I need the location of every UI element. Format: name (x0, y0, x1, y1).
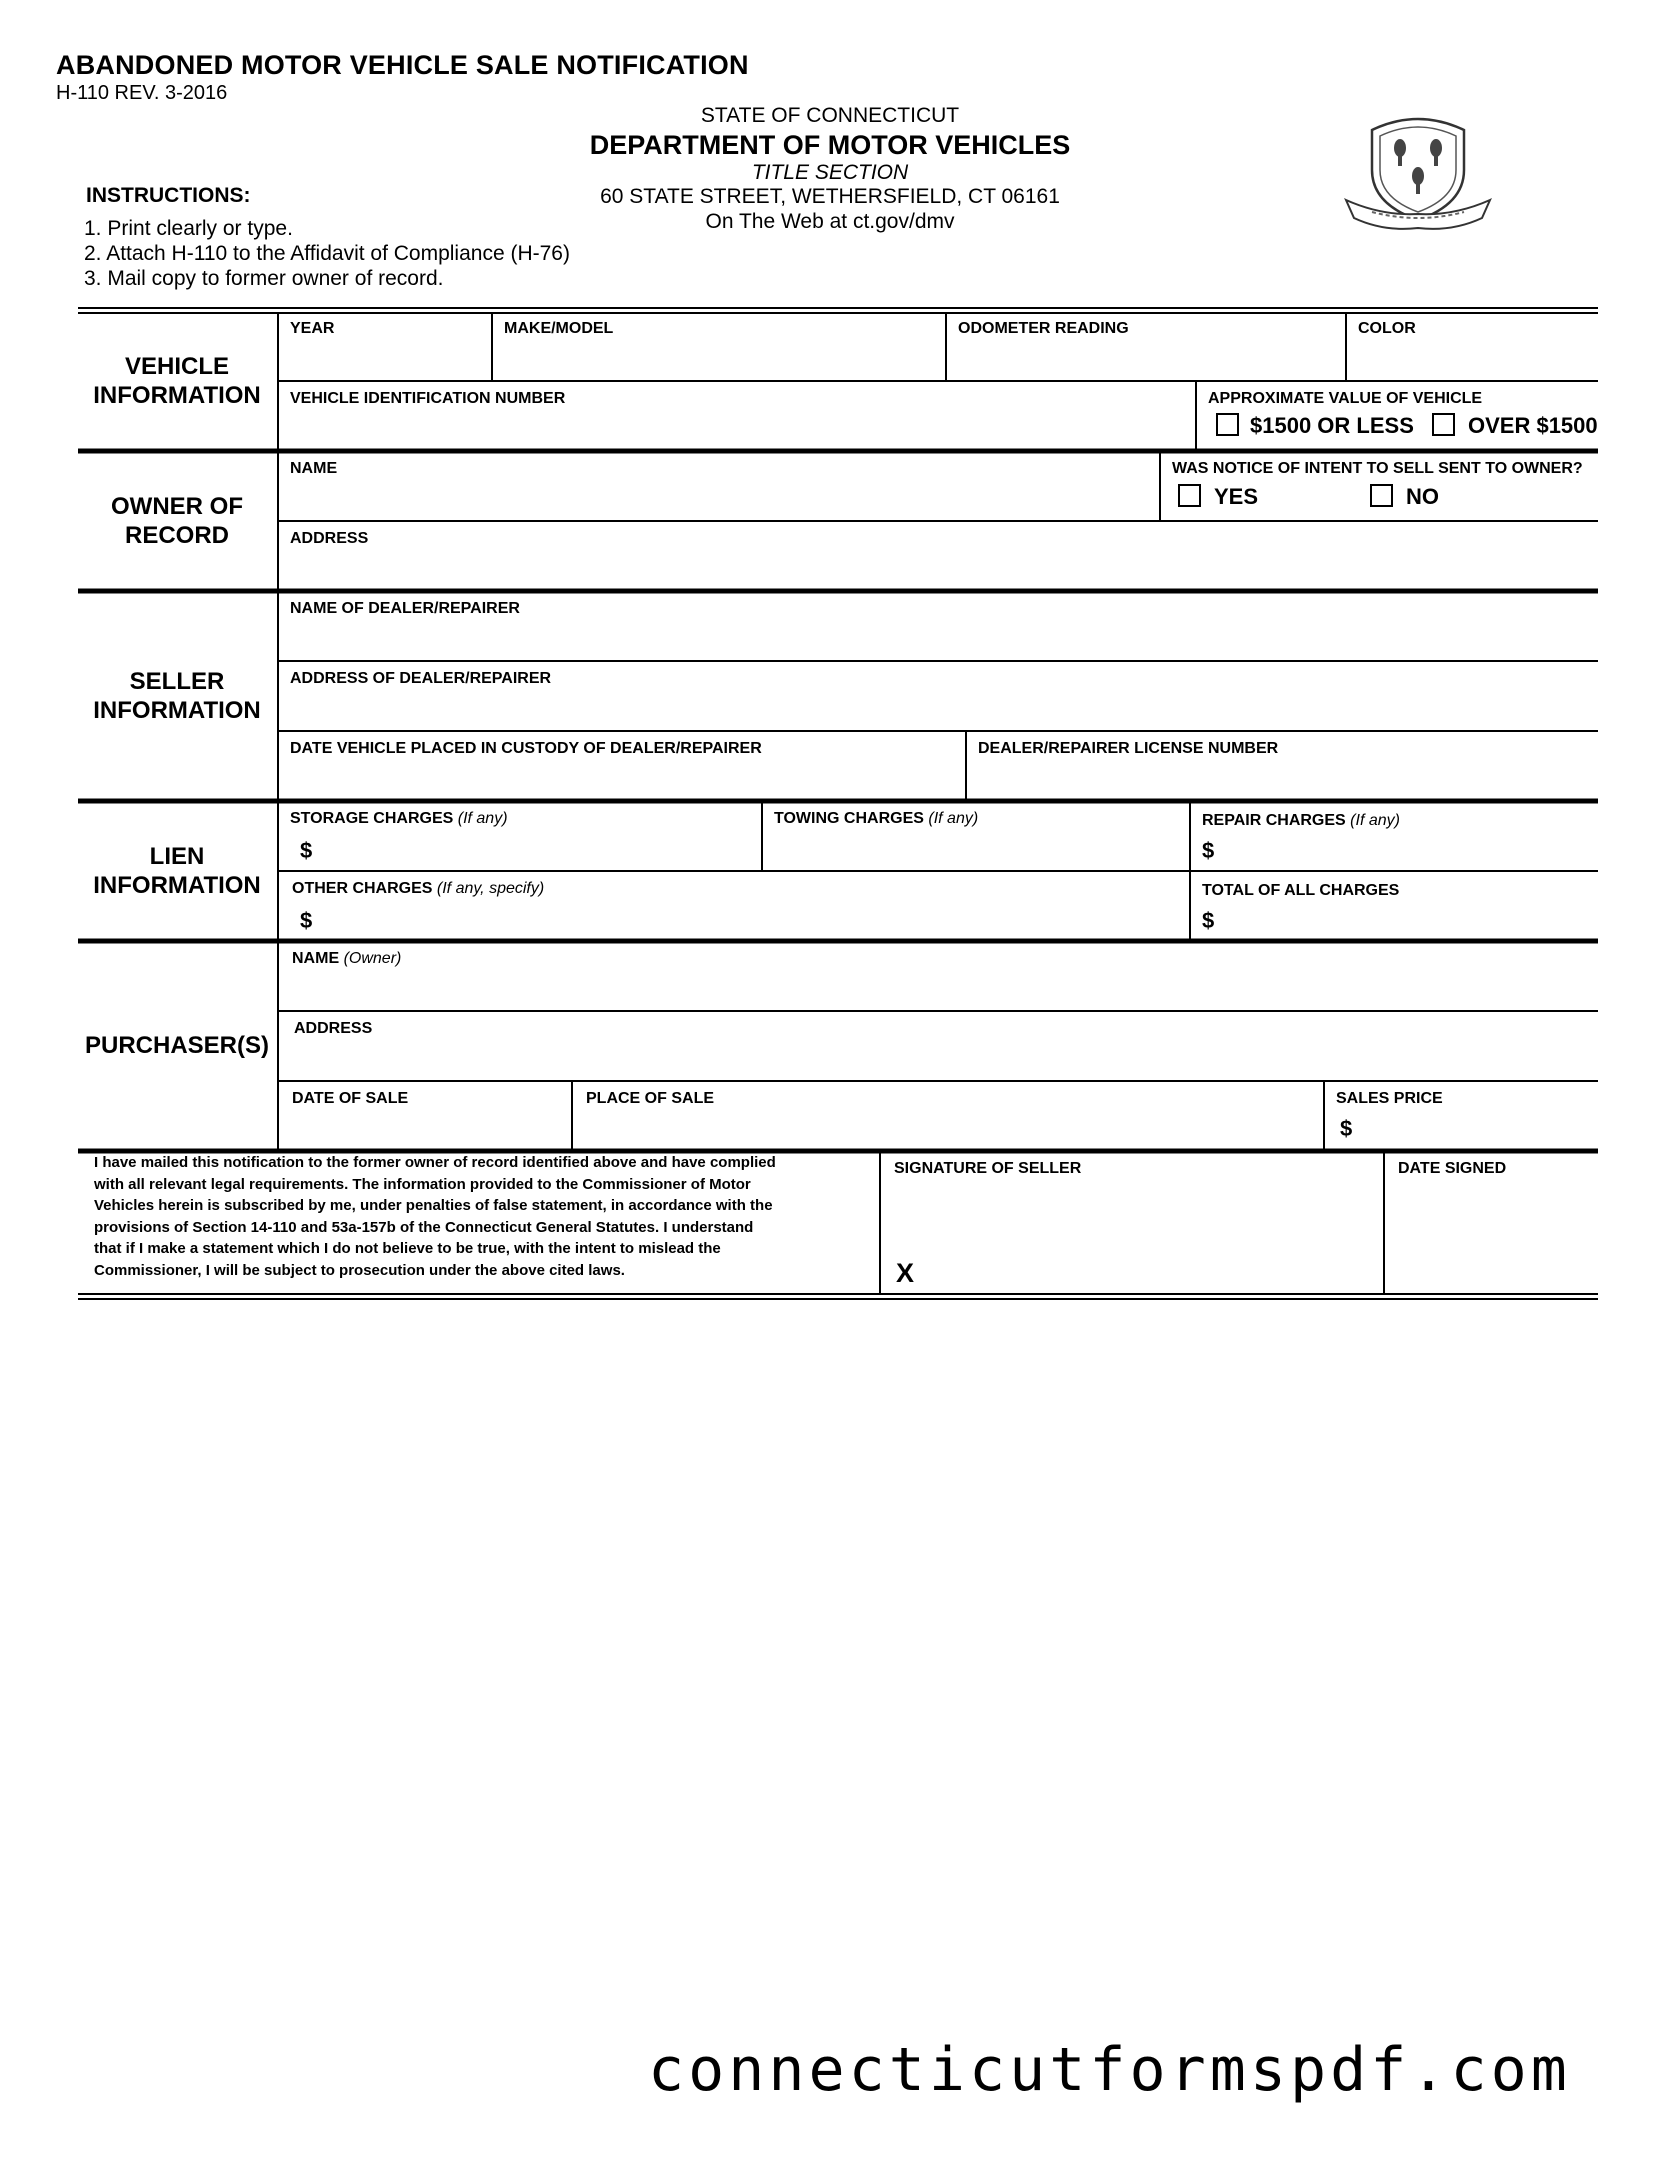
field-label: STORAGE CHARGES (290, 810, 454, 827)
department-name: DEPARTMENT OF MOTOR VEHICLES (589, 130, 1071, 160)
section-lien-information (78, 842, 276, 900)
field-note: (Owner) (343, 950, 402, 967)
instructions-heading: INSTRUCTIONS: (86, 184, 251, 207)
towing-charges-field[interactable] (774, 810, 978, 828)
odometer-field[interactable]: ODOMETER READING (958, 320, 1129, 337)
purchaser-name-field[interactable] (292, 950, 401, 968)
total-dollar-sign: $ (1202, 908, 1215, 933)
owner-name-field[interactable]: NAME (290, 460, 338, 477)
dealer-name-field[interactable]: NAME OF DEALER/REPAIRER (290, 600, 520, 617)
year-field[interactable]: YEAR (290, 320, 335, 337)
seller-signature-field[interactable]: SIGNATURE OF SELLER (894, 1160, 1082, 1177)
field-label: REPAIR CHARGES (1202, 812, 1346, 829)
field-label: OTHER CHARGES (292, 880, 433, 897)
certification-statement (94, 1152, 874, 1282)
certification-line: Commissioner, I will be subject to prosecution under the above cited laws. (94, 1261, 625, 1279)
custody-date-field[interactable]: DATE VEHICLE PLACED IN CUSTODY OF DEALER/REPAIRER (290, 740, 762, 757)
value-over-1500-label: OVER $1500 (1468, 413, 1598, 438)
owner-address-field[interactable]: ADDRESS (290, 530, 369, 547)
date-signed-field[interactable]: DATE SIGNED (1398, 1160, 1507, 1177)
storage-charges-field[interactable] (290, 810, 508, 828)
section-title-line: LIEN (149, 843, 205, 870)
department-website: On The Web at ct.gov/dmv (705, 210, 955, 233)
approximate-value-label: APPROXIMATE VALUE OF VEHICLE (1208, 390, 1483, 407)
field-label: TOWING CHARGES (774, 810, 924, 827)
department-address: 60 STATE STREET, WETHERSFIELD, CT 06161 (600, 185, 1060, 208)
section-title-line: PURCHASER(S) (84, 1032, 269, 1059)
instruction-item: 1. Print clearly or type. (84, 217, 293, 240)
section-seller-information (78, 667, 276, 725)
field-note: (If any) (928, 810, 979, 827)
notice-yes-checkbox[interactable] (1178, 484, 1201, 507)
field-label: NAME (292, 950, 340, 967)
value-over-1500-checkbox[interactable] (1432, 413, 1455, 436)
other-dollar-sign: $ (300, 908, 313, 933)
certification-line: that if I make a statement which I do not believe to be true, with the intent to mislead the (94, 1240, 721, 1258)
watermark-text: connecticutformspdf.com (648, 2035, 1571, 2105)
field-note: (If any) (457, 810, 508, 827)
instructions-list (84, 216, 570, 291)
instruction-item: 3. Mail copy to former owner of record. (84, 267, 444, 290)
section-title-line: INFORMATION (93, 697, 261, 724)
section-title-line: OWNER OF (111, 493, 243, 520)
other-charges-field[interactable] (292, 880, 544, 898)
sales-price-field[interactable]: SALES PRICE (1336, 1090, 1443, 1107)
form-lines (78, 306, 1598, 1300)
notice-no-label: NO (1406, 484, 1439, 509)
value-1500-or-less-checkbox[interactable] (1216, 413, 1239, 436)
section-owner-of-record (78, 492, 276, 550)
storage-dollar-sign: $ (300, 838, 313, 863)
make-model-field[interactable]: MAKE/MODEL (504, 320, 614, 337)
form-revision: H-110 REV. 3-2016 (56, 82, 228, 104)
field-note: (If any) (1350, 812, 1400, 829)
notice-yes-label: YES (1214, 484, 1259, 509)
section-title-line: INFORMATION (93, 382, 261, 409)
form-title: ABANDONED MOTOR VEHICLE SALE NOTIFICATION (56, 50, 749, 80)
total-charges-field[interactable]: TOTAL OF ALL CHARGES (1202, 882, 1400, 899)
form-grid (78, 306, 1598, 1300)
purchaser-address-field[interactable]: ADDRESS (294, 1020, 373, 1037)
certification-line: Vehicles herein is subscribed by me, under penalties of false statement, in accordance with the (94, 1197, 773, 1215)
state-name: STATE OF CONNECTICUT (700, 104, 960, 127)
place-of-sale-field[interactable]: PLACE OF SALE (586, 1090, 715, 1107)
repair-charges-field[interactable] (1202, 812, 1400, 830)
notice-no-checkbox[interactable] (1370, 484, 1393, 507)
vin-field[interactable]: VEHICLE IDENTIFICATION NUMBER (290, 390, 566, 407)
section-title-line: VEHICLE (124, 353, 229, 380)
section-name: TITLE SECTION (751, 161, 909, 184)
section-title-line: RECORD (124, 522, 229, 549)
section-purchasers (78, 1031, 276, 1060)
dealer-address-field[interactable]: ADDRESS OF DEALER/REPAIRER (290, 670, 552, 687)
field-note: (If any, specify) (436, 880, 545, 897)
color-field[interactable]: COLOR (1358, 320, 1416, 337)
certification-line: provisions of Section 14-110 and 53a-157b of the Connecticut General Statutes. I understand (94, 1218, 754, 1236)
repair-dollar-sign: $ (1202, 838, 1215, 863)
certification-line: I have mailed this notification to the former owner of record identified above and have complied (94, 1154, 776, 1171)
sales-price-dollar-sign: $ (1340, 1116, 1353, 1141)
section-title-line: SELLER (129, 668, 225, 695)
section-vehicle-information (78, 352, 276, 410)
state-seal-icon (1342, 108, 1494, 230)
instruction-item: 2. Attach H-110 to the Affidavit of Compliance (H-76) (84, 242, 570, 265)
signature-x-mark: X (896, 1258, 915, 1288)
date-of-sale-field[interactable]: DATE OF SALE (292, 1090, 409, 1107)
value-1500-or-less-label: $1500 OR LESS (1250, 413, 1414, 438)
certification-line: with all relevant legal requirements. The information provided to the Commissioner of Motor (94, 1175, 751, 1193)
notice-sent-label: WAS NOTICE OF INTENT TO SELL SENT TO OWNER? (1172, 460, 1583, 477)
section-title-line: INFORMATION (93, 872, 261, 899)
dealer-license-field[interactable]: DEALER/REPAIRER LICENSE NUMBER (978, 740, 1279, 757)
